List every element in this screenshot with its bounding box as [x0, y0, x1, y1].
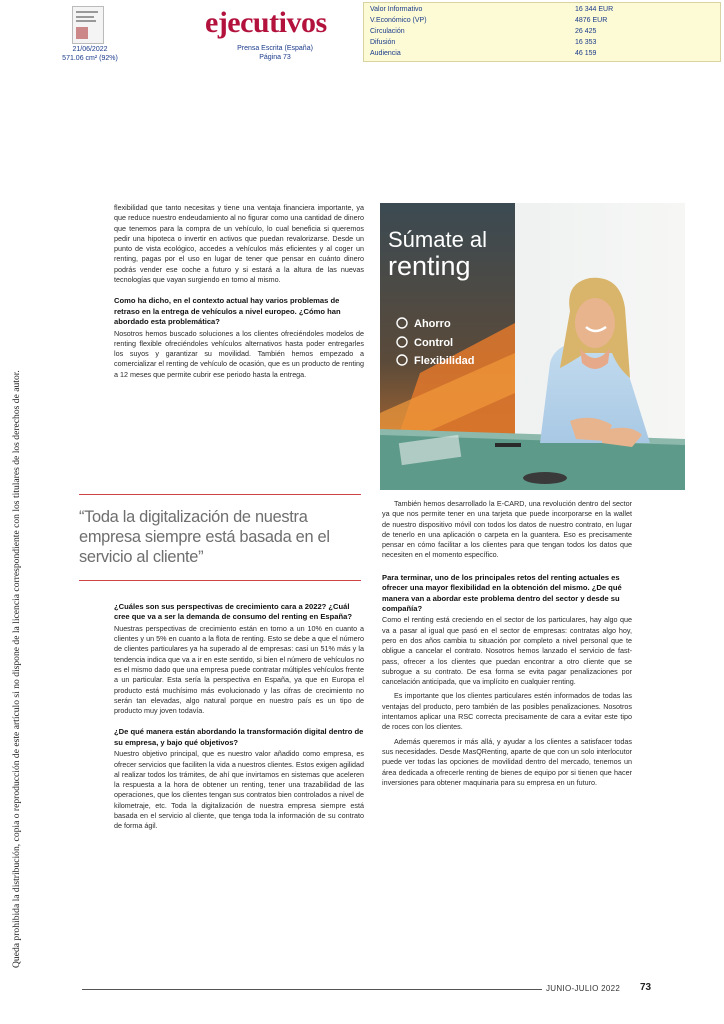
banner-line-1: Súmate al: [388, 227, 488, 252]
interview-question: ¿De qué manera están abordando la transformación digital dentro de su empresa, y bajo qué objetivos?: [114, 727, 364, 747]
stat-value: 4876 EUR: [575, 17, 608, 24]
clipping-header: [0, 0, 724, 64]
stat-label: Valor Informativo: [370, 6, 423, 13]
publication-info: [215, 44, 335, 62]
article-paragraph: flexibilidad que tanto necesitas y tiene una ventaja financiera importante, ya que reduce nuestro endeudamiento al no figurar como una cantidad de dinero que tenemos para la compra de un vehículo, lo cual beneficia si queremos pedir una hipoteca o invertir en activos que puedan revalorizarse. Desde un punto de vista ecológico, accedes a vehículos más eficientes y al coger un renting, pagas por el uso en lugar de tener que pensar en cuánto dinero podrás vender ese coche a futuro y si estará a la altura de las nuevas tecnologías que vayan surgiendo en torno al mismo.: [114, 203, 364, 285]
interview-question: Para terminar, uno de los principales retos del renting actuales es ofrecer una mayor flexibilidad en la obtención del mismo. ¿De qué manera van a abordar este problema dentro del sector y desde su compañía?: [382, 572, 622, 613]
pull-quote-divider: [79, 580, 361, 581]
interview-question: ¿Cuáles son sus perspectivas de crecimiento cara a 2022? ¿Cuál cree que va a ser la demanda de consumo del renting en España?: [114, 602, 353, 622]
interview-answer: Nosotros hemos buscado soluciones a los clientes ofreciéndoles modelos de renting flexible ofreciéndoles vehículos alternativos hasta poder entregarles los suyos y garantizar su movilidad. También hemos empezado a comercializar el renting de vehículo de ocasión, que es un producto de renting a 12 meses que permite cubrir ese periodo hasta la entrega.: [114, 328, 364, 379]
clipping-area: 571.06 cm² (92%): [62, 55, 118, 62]
pull-quote: [79, 494, 361, 567]
stat-label: V.Económico (VP): [370, 17, 427, 24]
interview-question: Como ha dicho, en el contexto actual hay varios problemas de retraso en la entrega de vehículos a nivel europeo. ¿Cómo han abordado esta problemática?: [114, 296, 341, 327]
stat-value: 26 425: [575, 28, 597, 35]
article-left-column: [114, 203, 364, 391]
article-right-column: [382, 499, 632, 792]
publication-logo: ejecutivos: [205, 6, 327, 39]
copyright-text: Queda prohibida la distribución, copia o reproducción de este artículo si no dispone de la licencia correspondiente con los titulares de los derechos de autor.: [11, 370, 22, 968]
stat-value: 16 344 EUR: [575, 6, 614, 13]
banner-feature: Ahorro: [414, 318, 451, 330]
interview-photo: [380, 203, 685, 490]
copyright-notice: [0, 0, 24, 1024]
stat-value: 46 159: [575, 50, 597, 57]
clipping-date-area: [40, 45, 140, 63]
interview-answer: También hemos desarrollado la E-CARD, una revolución dentro del sector ya que nos permite tener en una tarjeta que puede incorporarse en la wallet de nuestro dispositivo móvil con todos los datos de nuestro contrato, en lugar de tenerlo en una aplicación o carpeta en la guantera. Eso es precisamente pensar en cómo facilitar a los clientes para que tengan todos los datos que necesiten en el momento específico.: [382, 499, 632, 560]
banner-feature: Flexibilidad: [414, 355, 475, 367]
article-left-column-lower: [114, 602, 364, 843]
interview-answer: Es importante que los clientes particulares estén informados de todas las ventajas del producto, pero también de las posibles penalizaciones. Nosotros intentamos aplicar una RSC correcta precisamente de cara a evitar este tipo de roces con los clientes.: [382, 691, 632, 732]
publication-type: Prensa Escrita (España): [237, 45, 313, 52]
stat-label: Difusión: [370, 39, 396, 46]
media-stats-box: [363, 2, 721, 62]
footer-rule: [82, 989, 542, 990]
stat-label: Circulación: [370, 28, 405, 35]
interview-answer: Además queremos ir más allá, y ayudar a los clientes a satisfacer todas sus necesidades. Desde MasQRenting, aparte de que con un solo interlocutor puede ver todas las opciones de movilidad dentro del mercado, tenemos un área dedicada a ofrecerle renting de bienes de equipo por si tienen que hacer inversiones para obtener maquinaria para su empresa en un futuro.: [382, 736, 632, 787]
interview-answer: Nuestras perspectivas de crecimiento están en torno a un 10% en cuanto a clientes y un 5% en cuanto a la flota de renting. Esto se debe a que el número de clientes particulares ya ha superado al de empresas: casi un 51% más y la tendencia indica que va a ir en este sentido, si bien el número de vehículos no es el mismo dado que una empresa puede contratar múltiples vehículos frente a un particular. Esta sería la perspectiva en España, ya que en Europa el producto está muchísimo más evolucionado y las cifras de crecimiento no serán tan elevadas, algo natural porque en nuestro país es un tipo de producto muy joven todavía.: [114, 623, 364, 716]
page-thumbnail: [72, 6, 104, 44]
page-label: Página 73: [259, 54, 291, 61]
pull-quote-text: “Toda la digitalización de nuestra empresa siempre está basada en el servicio al cliente”: [79, 508, 330, 566]
interview-answer: Nuestro objetivo principal, que es nuestro valor añadido como empresa, es ofrecer servicios que faciliten la vida a nuestros clientes. Estos exigen agilidad al realizar todos los trámites, de ahí que invirtamos en sistemas que aceleren la respuesta a la hora de obtener un renting, tener una trazabilidad de las operaciones, que los clientes tengan sus contratos bien controlados a nivel de kilometraje, etc. Toda la digitalización de nuestra empresa siempre está basada en el servicio al cliente, que tenga toda la información de su contrato de forma ágil.: [114, 749, 364, 831]
interview-answer: Como el renting está creciendo en el sector de los particulares, hay algo que va a pasar al igual que pasó en el sector de empresas: contratas algo hoy, pero en dos años cambia tu situación por completo a nivel personal que te obligue a cancelar el contrato. Nosotros hemos lanzado el servicio de fast-pass, ofrecer a los clientes que puedan encontrar a otro cliente que se subrogue a su contrato. De esa forma se evita pagar penalizaciones por cancelación anticipada, que va implícito en cualquier renting.: [382, 615, 632, 687]
banner-feature: Control: [414, 337, 454, 349]
banner-line-2: renting: [388, 251, 471, 281]
stat-label: Audiencia: [370, 50, 401, 57]
stat-value: 16 353: [575, 39, 597, 46]
clipping-date: 21/06/2022: [72, 46, 108, 53]
footer-page-number: 73: [640, 982, 652, 993]
footer-issue: JUNIO-JULIO 2022: [546, 984, 621, 993]
